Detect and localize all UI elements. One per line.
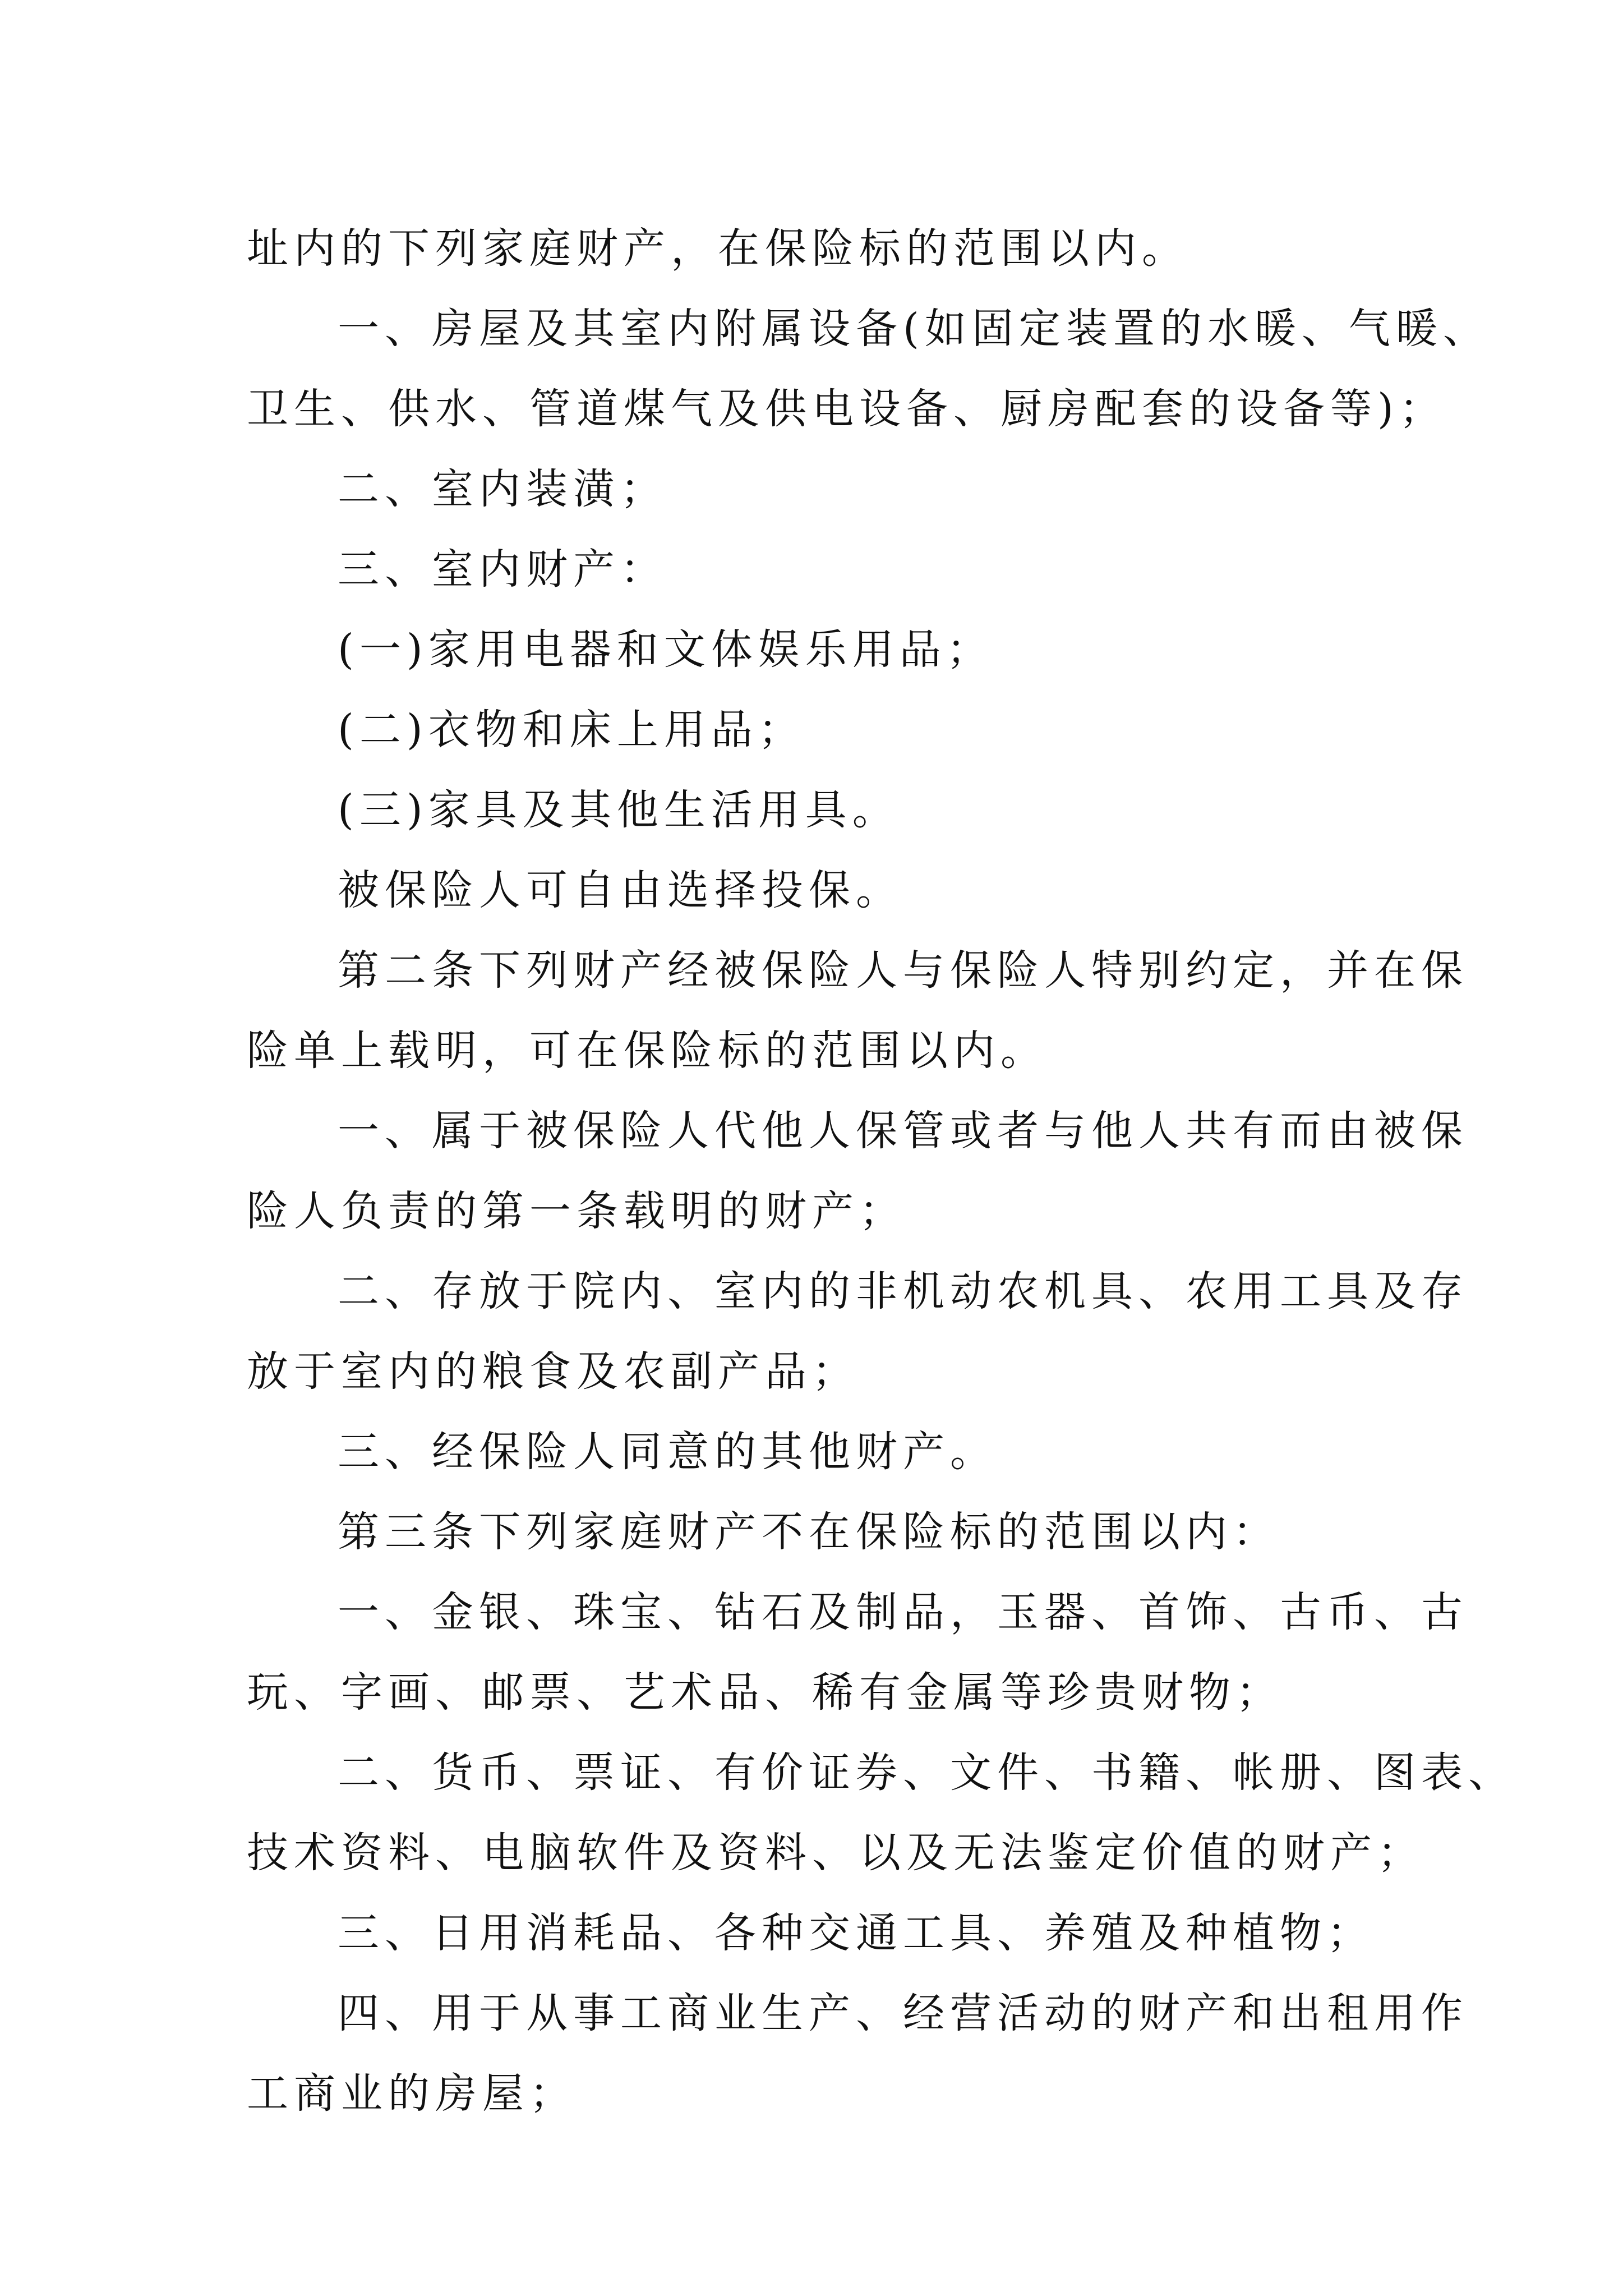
- text-line: 放于室内的粮食及农副产品；: [247, 1347, 859, 1396]
- text-line: 二、存放于院内、室内的非机动农机具、农用工具及存: [338, 1267, 1468, 1315]
- text-line: 被保险人可自由选择投保。: [338, 866, 903, 914]
- text-line: 址内的下列家庭财产，在保险标的范围以内。: [247, 224, 1189, 273]
- text-line: 玩、字画、邮票、艺术品、稀有金属等珍贵财物；: [247, 1668, 1283, 1717]
- text-line: 四、用于从事工商业生产、经营活动的财产和出租用作: [338, 1989, 1468, 2037]
- text-line: (三)家具及其他生活用具。: [338, 786, 900, 834]
- text-line: 险人负责的第一条载明的财产；: [247, 1187, 906, 1235]
- text-line: 第三条下列家庭财产不在保险标的范围以内：: [338, 1508, 1280, 1556]
- text-line: 险单上载明，可在保险标的范围以内。: [247, 1027, 1048, 1075]
- text-line: 二、货币、票证、有价证券、文件、书籍、帐册、图表、: [338, 1749, 1515, 1797]
- text-line: 一、金银、珠宝、钻石及制品，玉器、首饰、古币、古: [338, 1588, 1468, 1636]
- text-line: 三、经保险人同意的其他财产。: [338, 1428, 997, 1476]
- text-line: 一、属于被保险人代他人保管或者与他人共有而由被保: [338, 1107, 1468, 1155]
- text-line: 二、室内装潢；: [338, 465, 667, 513]
- text-line: 卫生、供水、管道煤气及供电设备、厨房配套的设备等)；: [247, 385, 1446, 433]
- text-line: (一)家用电器和文体娱乐用品；: [338, 625, 994, 674]
- text-line: 第二条下列财产经被保险人与保险人特别约定，并在保: [338, 946, 1468, 995]
- document-body: [247, 209, 1515, 2134]
- text-line: 技术资料、电脑软件及资料、以及无法鉴定价值的财产；: [247, 1829, 1424, 1877]
- text-line: 三、日用消耗品、各种交通工具、养殖及种植物；: [338, 1909, 1374, 1957]
- text-line: 工商业的房屋；: [247, 2069, 577, 2118]
- text-line: 三、室内财产：: [338, 545, 667, 593]
- text-line: (二)衣物和床上用品；: [338, 706, 805, 754]
- text-line: 一、房屋及其室内附属设备(如固定装置的水暖、气暖、: [338, 305, 1490, 353]
